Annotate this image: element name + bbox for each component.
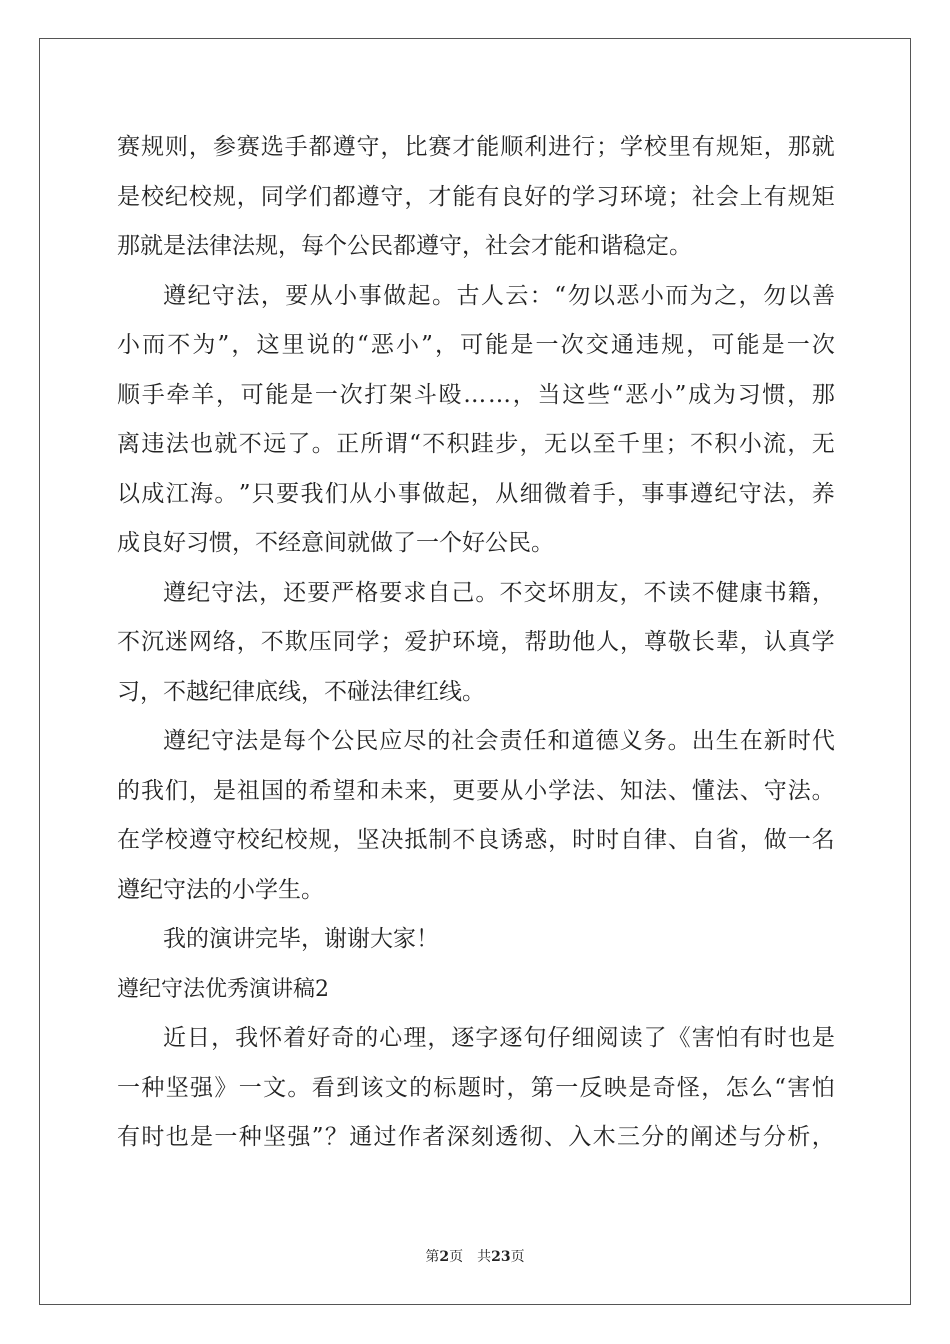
text-line: 遵 纪 守 法 ， 要 从 小 事 做 起 。 古 人 云 ： “ 勿 以 恶 小 而 为 之 ， 勿 以 善: [163, 282, 835, 309]
text-line: 习，不越纪律底线，不碰法律红线。: [117, 678, 485, 705]
page-prefix: 第: [425, 1249, 440, 1265]
text-line: 小 而 不 为 ” ， 这 里 说 的 “ 恶 小 ” ， 可 能 是 一 次 交 通 违 规 ， 可 能 是 一 次: [117, 332, 835, 358]
text-line: 遵 纪 守 法 ， 还 要 严 格 要 求 自 己 。 不 交 坏 朋 友 ， 不 读 不 健 康 书 籍 ，: [163, 579, 835, 606]
text-line: 一 种 坚 强 》 一 文 。 看 到 该 文 的 标 题 时 ， 第 一 反 映 是 奇 怪 ， 怎 么 “ 害 怕: [117, 1074, 835, 1101]
text-line: 在 学 校 遵 守 校 纪 校 规 ， 坚 决 抵 制 不 良 诱 惑 ， 时 时 自 律 、 自 省 ， 做 一 名: [117, 827, 835, 853]
total-pages: 23: [491, 1249, 511, 1265]
text-line: 那就是法律法规，每个公民都遵守，社会才能和谐稳定。: [117, 233, 692, 259]
document-body: [117, 123, 835, 1163]
text-line: 我的演讲完毕，谢谢大家！: [163, 926, 439, 952]
text-line: 有 时 也 是 一 种 坚 强 ” ？ 通 过 作 者 深 刻 透 彻 、 入 木 三 分 的 阐 述 与 分 析 ，: [117, 1124, 835, 1150]
text-line: 顺 手 牵 羊 ， 可 能 是 一 次 打 架 斗 殴 … … ， 当 这 些 “ 恶 小 ” 成 为 习 惯 ， 那: [117, 381, 835, 408]
text-line: 以 成 江 海 。 ” 只 要 我 们 从 小 事 做 起 ， 从 细 微 着 手 ， 事 事 遵 纪 守 法 ， 养: [117, 480, 835, 507]
text-line: 遵纪守法的小学生。: [117, 876, 324, 903]
text-line: 不 沉 迷 网 络 ， 不 欺 压 同 学 ； 爱 护 环 境 ， 帮 助 他 人 ， 尊 敬 长 辈 ， 认 真 学: [117, 629, 835, 655]
text-line: 成良好习惯，不经意间就做了一个好公民。: [117, 530, 554, 556]
text-line: 赛 规 则 ， 参 赛 选 手 都 遵 守 ， 比 赛 才 能 顺 利 进 行 ； 学 校 里 有 规 矩 ， 那 就: [117, 134, 835, 160]
page-suffix: 页: [449, 1249, 464, 1265]
text-line: 近 日 ， 我 怀 着 好 奇 的 心 理 ， 逐 字 逐 句 仔 细 阅 读 了 《 害 怕 有 时 也 是: [163, 1025, 835, 1051]
text-line: 离 违 法 也 就 不 远 了 。 正 所 谓 “ 不 积 跬 步 ， 无 以 至 千 里 ； 不 积 小 流 ， 无: [117, 431, 835, 457]
text-line: 是 校 纪 校 规 ， 同 学 们 都 遵 守 ， 才 能 有 良 好 的 学 习 环 境 ； 社 会 上 有 规 矩: [117, 183, 835, 210]
section-heading: 遵纪守法优秀演讲稿2: [117, 976, 329, 1002]
total-prefix: 共: [477, 1249, 492, 1265]
total-suffix: 页: [510, 1249, 525, 1265]
text-line: 的 我 们 ， 是 祖 国 的 希 望 和 未 来 ， 更 要 从 小 学 法 、 知 法 、 懂 法 、 守 法 。: [117, 777, 835, 804]
page-number: 2: [439, 1249, 450, 1265]
text-line: 遵 纪 守 法 是 每 个 公 民 应 尽 的 社 会 责 任 和 道 德 义 务 。 出 生 在 新 时 代: [163, 728, 835, 754]
page-footer: [0, 1246, 950, 1266]
